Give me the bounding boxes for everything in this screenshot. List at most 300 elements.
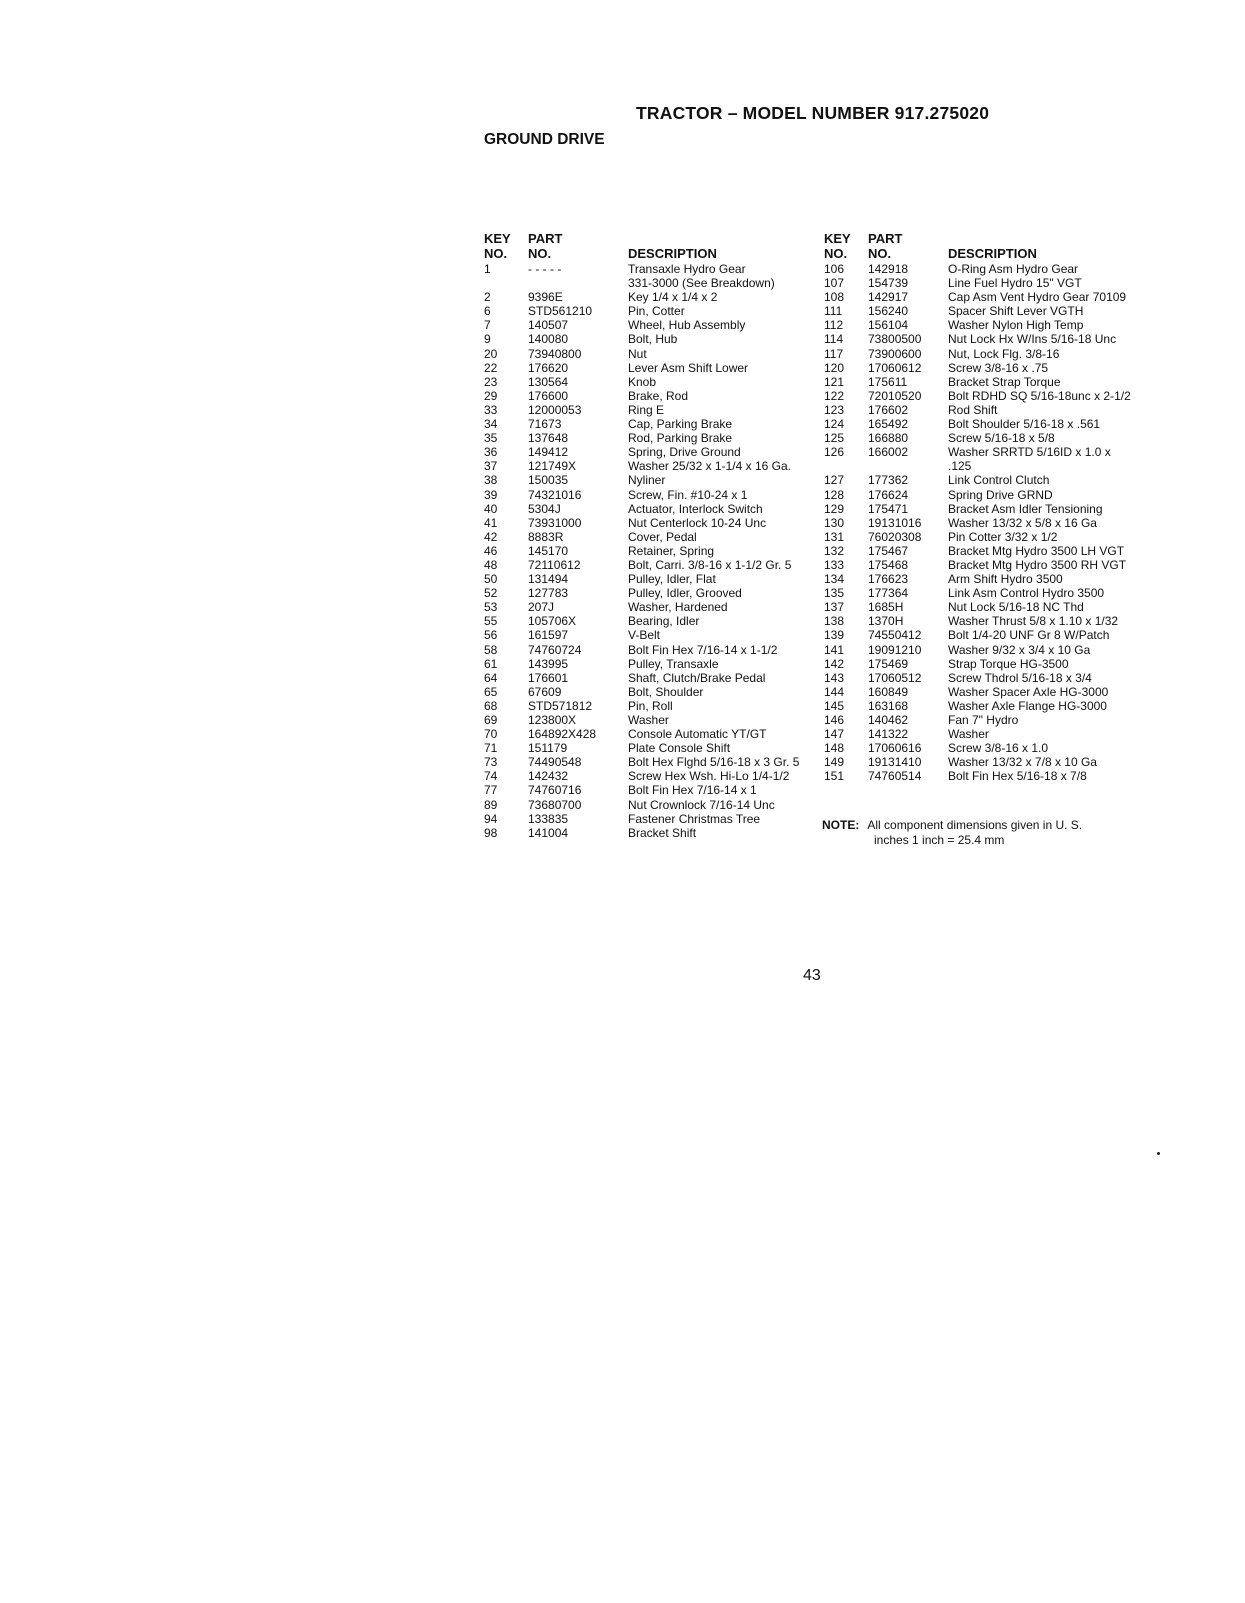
part-description: .125 [948,459,972,474]
part-description: Bracket Mtg Hydro 3500 LH VGT [948,543,1125,558]
part-number: 19131410 [868,755,922,770]
table-row [824,614,1131,628]
table-row [484,332,799,346]
key-number: 107 [824,276,845,291]
part-number: 149412 [528,445,569,460]
scan-speck [1157,1152,1160,1155]
table-row [484,262,799,276]
part-number: 105706X [528,614,577,629]
part-number: 17060512 [868,670,922,685]
table-row [484,586,799,600]
part-description: Arm Shift Hydro 3500 [948,572,1063,587]
part-number: 150035 [528,473,569,488]
key-number: 40 [484,501,498,516]
part-description: Wheel, Hub Assembly [628,318,746,333]
part-number: 73940800 [528,346,582,361]
part-number: 74321016 [528,487,582,502]
key-number: 48 [484,557,498,572]
table-row [484,769,799,783]
part-description: Pulley, Idler, Flat [628,572,716,587]
key-number: 121 [824,374,845,389]
key-number: 37 [484,459,498,474]
key-number: 58 [484,642,498,657]
table-row [484,361,799,375]
part-header: PART [868,231,903,246]
part-number: 142917 [868,290,909,305]
key-number: 29 [484,388,498,403]
table-row [824,502,1131,516]
key-header: KEY [484,231,511,246]
part-number: 121749X [528,459,577,474]
key-number: 133 [824,557,845,572]
table-row [824,290,1131,304]
part-number: 19131016 [868,515,922,530]
part-description: Console Automatic YT/GT [628,727,767,742]
part-number: 175468 [868,557,909,572]
key-number: 147 [824,727,845,742]
part-description: Screw 5/16-18 x 5/8 [948,431,1055,446]
key-number: 145 [824,698,845,713]
part-number: 73900600 [868,346,922,361]
table-row [484,445,799,459]
table-row [484,671,799,685]
description-header: DESCRIPTION [628,246,717,261]
part-header: NO. [868,246,892,261]
note-text: All component dimensions given in U. S. [867,818,1083,832]
part-description: Bolt Hex Flghd 5/16-18 x 3 Gr. 5 [628,755,800,770]
part-description: Nyliner [628,473,666,488]
part-description: Spacer Shift Lever VGTH [948,304,1084,319]
table-row [824,572,1131,586]
key-number: 131 [824,529,845,544]
part-description: Pulley, Idler, Grooved [628,586,742,601]
part-number: 145170 [528,543,569,558]
part-description: Actuator, Interlock Switch [628,501,763,516]
key-number: 65 [484,684,498,699]
table-row [824,600,1131,614]
table-row [484,375,799,389]
table-row [824,755,1131,769]
part-description: Lever Asm Shift Lower [628,360,749,375]
key-number: 142 [824,656,845,671]
table-row [484,473,799,487]
part-description: Screw 3/8-16 x 1.0 [948,741,1049,756]
part-description: Screw Thdrol 5/16-18 x 3/4 [948,670,1092,685]
part-number: 156240 [868,304,909,319]
part-description: Transaxle Hydro Gear [628,262,746,276]
part-description: Washer 13/32 x 7/8 x 10 Ga [948,755,1097,770]
table-row [824,262,1131,276]
part-number: 176601 [528,670,569,685]
part-number: 12000053 [528,402,582,417]
key-number: 130 [824,515,845,530]
key-number: 20 [484,346,498,361]
table-header-row [824,231,1131,246]
part-number: 123800X [528,713,577,727]
part-description: Bolt Shoulder 5/16-18 x .561 [948,417,1101,432]
part-number: 9396E [528,290,563,305]
key-number: 71 [484,741,498,756]
part-number: 5304J [528,501,561,516]
part-number: 67609 [528,684,562,699]
part-description: Bolt Fin Hex 7/16-14 x 1-1/2 [628,642,778,657]
table-row [824,332,1131,346]
part-description: Cap Asm Vent Hydro Gear 70109 [948,290,1127,305]
table-row [824,713,1131,727]
table-row [484,304,799,318]
part-description: Bracket Strap Torque [948,374,1061,389]
table-row [484,783,799,797]
table-row [484,516,799,530]
key-number: 144 [824,684,845,699]
part-description: O-Ring Asm Hydro Gear [948,262,1079,276]
part-description: Washer 25/32 x 1-1/4 x 16 Ga. [628,459,791,474]
table-row [824,389,1131,403]
part-description: 331-3000 (See Breakdown) [628,276,775,291]
key-number: 64 [484,670,498,685]
key-number: 2 [484,290,491,305]
part-description: Nut Centerlock 10-24 Unc [628,515,767,530]
key-number: 35 [484,431,498,446]
key-number: 38 [484,473,498,488]
part-description: V-Belt [628,628,661,643]
part-description: Link Control Clutch [948,473,1050,488]
key-number: 61 [484,656,498,671]
section-subtitle: GROUND DRIVE [484,131,605,148]
part-number: 175471 [868,501,909,516]
table-row [484,572,799,586]
key-number: 53 [484,600,498,615]
key-number: 41 [484,515,498,530]
part-description: Washer [628,713,669,727]
key-number: 151 [824,769,845,784]
key-number: 111 [824,304,843,319]
key-number: 129 [824,501,845,516]
part-description: Bolt, Shoulder [628,684,704,699]
table-row [824,741,1131,755]
part-description: Nut Crownlock 7/16-14 Unc [628,797,775,812]
key-number: 52 [484,586,498,601]
key-number [824,459,868,473]
part-description: Shaft, Clutch/Brake Pedal [628,670,766,685]
key-number: 50 [484,572,498,587]
part-number: 142918 [868,262,909,276]
part-description: Rod, Parking Brake [628,431,733,446]
part-description: Nut Lock Hx W/Ins 5/16-18 Unc [948,332,1117,347]
table-row [824,473,1131,487]
key-number: 128 [824,487,845,502]
table-row [484,417,799,431]
table-row [484,685,799,699]
part-number: 166002 [868,445,909,460]
table-row [824,544,1131,558]
table-row [824,530,1131,544]
key-number: 148 [824,741,845,756]
table-row [484,347,799,361]
key-header: NO. [824,246,848,261]
table-header-row [824,246,1131,261]
key-number: 114 [824,332,844,347]
table-row [824,403,1131,417]
key-number: 42 [484,529,498,544]
part-description: Washer 13/32 x 5/8 x 16 Ga [948,515,1097,530]
table-row [484,614,799,628]
key-number: 56 [484,628,498,643]
part-number: 137648 [528,431,569,446]
table-row [484,600,799,614]
part-number: 133835 [528,811,569,826]
part-number: STD561210 [528,304,593,319]
key-number: 39 [484,487,498,502]
part-description: Fastener Christmas Tree [628,811,761,826]
table-row [824,318,1131,332]
note-label: NOTE: [822,818,860,832]
part-description: Fan 7" Hydro [948,713,1019,727]
part-description: Screw 3/8-16 x .75 [948,360,1049,375]
part-number: 73680700 [528,797,582,812]
part-number: 177362 [868,473,909,488]
key-number: 124 [824,417,845,432]
table-row [484,544,799,558]
key-number: 132 [824,543,845,558]
part-header: NO. [528,246,552,261]
part-description: Bolt RDHD SQ 5/16-18unc x 2-1/2 [948,388,1131,403]
part-number: 143995 [528,656,569,671]
key-number: 126 [824,445,845,460]
key-number: 134 [824,572,845,587]
key-number: 146 [824,713,845,727]
key-number: 68 [484,698,498,713]
table-row [824,417,1131,431]
part-description: Line Fuel Hydro 15" VGT [948,276,1082,291]
table-row [824,459,1131,473]
part-description: Key 1/4 x 1/4 x 2 [628,290,718,305]
part-description: Rod Shift [948,402,998,417]
part-number: 140080 [528,332,569,347]
table-row [824,769,1131,783]
part-number: 177364 [868,586,909,601]
part-description: Washer Axle Flange HG-3000 [948,698,1107,713]
part-description: Nut, Lock Flg. 3/8-16 [948,346,1060,361]
table-row [484,276,799,290]
table-row [824,671,1131,685]
part-description: Bearing, Idler [628,614,700,629]
table-header-row [484,231,799,246]
table-row [484,459,799,473]
part-number: 175467 [868,543,909,558]
part-description: Washer 9/32 x 3/4 x 10 Ga [948,642,1091,657]
part-description: Cover, Pedal [628,529,697,544]
part-number: 176624 [868,487,909,502]
part-number: 154739 [868,276,909,291]
key-number: 46 [484,543,498,558]
table-row [824,445,1131,459]
part-description: Brake, Rod [628,388,689,403]
key-number: 117 [824,346,844,361]
table-row [484,826,799,840]
part-number: 127783 [528,586,569,601]
part-number: 76020308 [868,529,922,544]
key-number: 34 [484,417,498,432]
key-number: 23 [484,374,498,389]
key-number: 135 [824,586,845,601]
key-header: NO. [484,246,508,261]
table-row [824,304,1131,318]
part-description: Pulley, Transaxle [628,656,719,671]
part-number: 140507 [528,318,569,333]
part-description: Spring Drive GRND [948,487,1053,502]
table-row [484,403,799,417]
part-number: 176623 [868,572,909,587]
table-row [824,628,1131,642]
key-number: 112 [824,318,844,333]
part-number: 175469 [868,656,909,671]
part-number: 19091210 [868,642,922,657]
table-row [484,798,799,812]
part-number: 74760716 [528,783,582,798]
part-number: - - - - - [528,262,562,276]
table-row [484,318,799,332]
table-row [824,347,1131,361]
table-row [484,699,799,713]
part-number: 8883R [528,529,564,544]
key-number: 6 [484,304,491,319]
table-row [824,488,1131,502]
key-number: 74 [484,769,498,784]
key-number: 98 [484,825,498,840]
part-description: Washer [948,727,989,742]
part-description: Bolt Fin Hex 7/16-14 x 1 [628,783,757,798]
table-row [484,502,799,516]
parts-rows [824,262,1131,783]
part-number [868,459,948,473]
part-description: Cap, Parking Brake [628,417,733,432]
part-number: 176600 [528,388,569,403]
parts-rows [484,262,799,840]
part-number: 160849 [868,684,909,699]
part-description: Nut [628,346,647,361]
part-number [528,276,628,290]
table-row [484,713,799,727]
table-row [484,530,799,544]
part-description: Bracket Shift [628,825,697,840]
part-number: 130564 [528,374,569,389]
part-description: Retainer, Spring [628,543,715,558]
part-number: 207J [528,600,555,615]
dimension-note [822,818,1082,847]
part-number: 74490548 [528,755,582,770]
key-number: 141 [824,642,845,657]
table-row [824,643,1131,657]
description-header: DESCRIPTION [948,246,1037,261]
part-number: 72110612 [528,557,581,572]
key-number: 73 [484,755,498,770]
table-row [484,628,799,642]
part-number: 165492 [868,417,909,432]
part-description: Bracket Mtg Hydro 3500 RH VGT [948,557,1127,572]
part-description: Spring, Drive Ground [628,445,741,460]
key-number: 22 [484,360,498,375]
key-number: 139 [824,628,845,643]
key-header: KEY [824,231,851,246]
table-row [824,586,1131,600]
key-number: 70 [484,727,498,742]
table-row [484,290,799,304]
table-row [484,741,799,755]
key-number: 89 [484,797,498,812]
key-number: 125 [824,431,845,446]
table-row [484,755,799,769]
table-row [824,516,1131,530]
part-number: 71673 [528,417,562,432]
key-number: 138 [824,614,845,629]
part-number: 166880 [868,431,909,446]
part-description: Pin, Roll [628,698,673,713]
key-number: 123 [824,402,845,417]
key-number: 9 [484,332,491,347]
part-number: 176620 [528,360,569,375]
key-number: 106 [824,262,845,276]
part-description: Washer, Hardened [628,600,728,615]
part-number: 131494 [528,572,569,587]
part-description: Bolt, Hub [628,332,678,347]
part-number: 17060612 [868,360,922,375]
key-number: 1 [484,262,491,276]
part-description: Screw, Fin. #10-24 x 1 [628,487,748,502]
part-number: 17060616 [868,741,922,756]
part-number: 140462 [868,713,909,727]
part-number: 164892X428 [528,727,597,742]
key-number [484,276,528,290]
page-title: TRACTOR – MODEL NUMBER 917.275020 [636,103,990,123]
key-number: 127 [824,473,845,488]
part-description: Link Asm Control Hydro 3500 [948,586,1105,601]
part-description: Pin, Cotter [628,304,685,319]
table-row [484,643,799,657]
table-row [824,276,1131,290]
table-header-row [484,246,799,261]
key-number: 120 [824,360,845,375]
part-description: Bracket Asm Idler Tensioning [948,501,1103,516]
part-number: 73800500 [868,332,922,347]
part-number: 141004 [528,825,569,840]
table-row [484,727,799,741]
part-description: Knob [628,374,657,389]
part-description: Washer Nylon High Temp [948,318,1084,333]
part-number: 151179 [528,741,568,756]
key-number: 36 [484,445,498,460]
part-description: Washer SRRTD 5/16ID x 1.0 x [948,445,1111,460]
key-number: 7 [484,318,491,333]
part-description: Bolt 1/4-20 UNF Gr 8 W/Patch [948,628,1110,643]
part-description: Ring E [628,402,665,417]
part-description: Plate Console Shift [628,741,731,756]
part-number: 74760724 [528,642,582,657]
part-number: 161597 [528,628,569,643]
part-number: 73931000 [528,515,582,530]
part-header: PART [528,231,563,246]
parts-table-right [824,231,1131,783]
part-description: Washer Thrust 5/8 x 1.10 x 1/32 [948,614,1119,629]
key-number: 122 [824,388,845,403]
part-description: Pin Cotter 3/32 x 1/2 [948,529,1058,544]
key-number: 108 [824,290,845,305]
note-text: inches 1 inch = 25.4 mm [874,832,1005,847]
table-row [824,685,1131,699]
table-row [484,431,799,445]
part-number: 1370H [868,614,904,629]
table-row [824,657,1131,671]
